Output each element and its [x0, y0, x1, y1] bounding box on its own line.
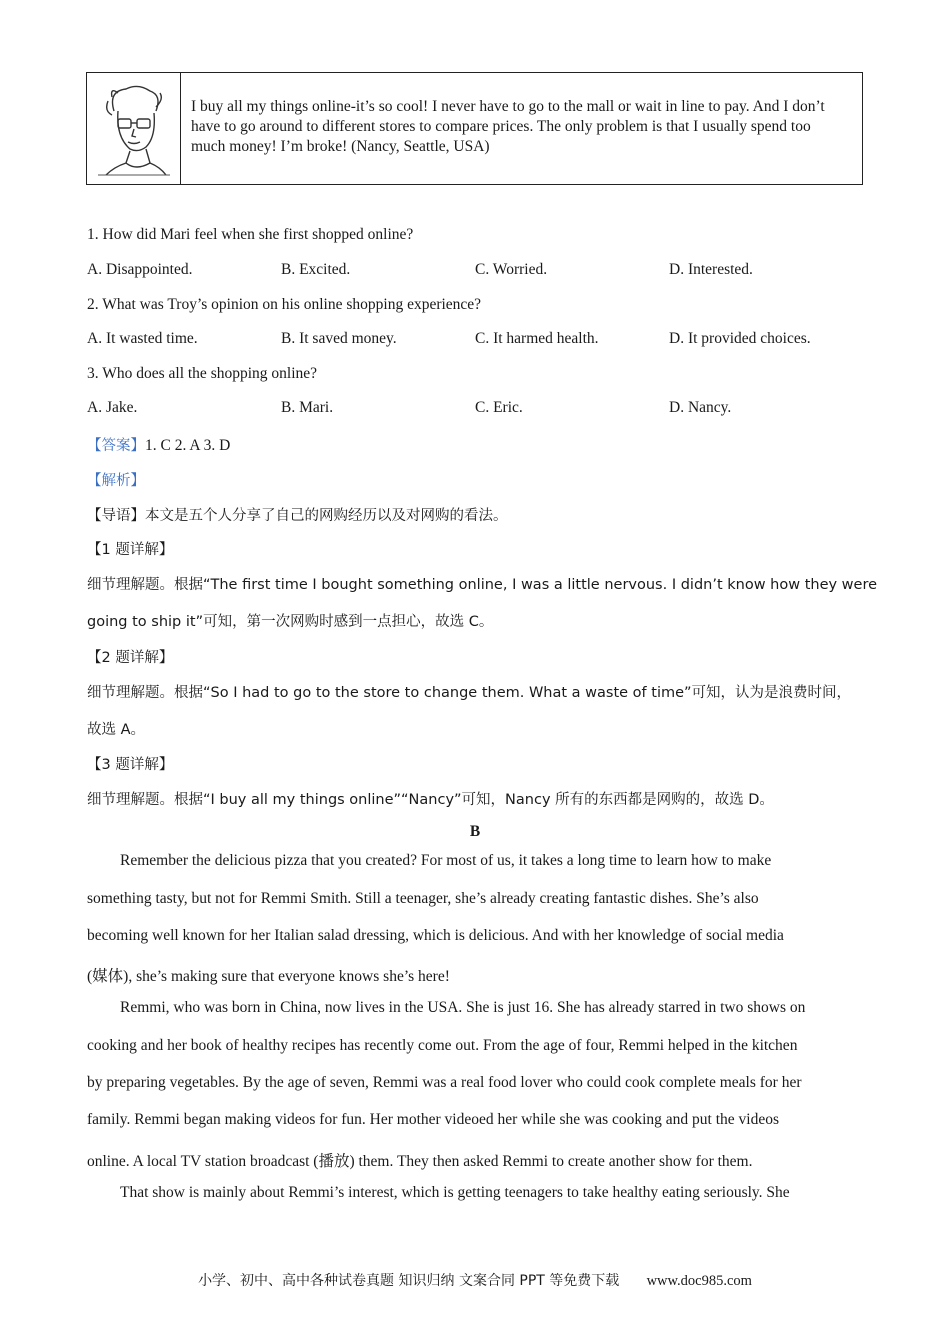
- footer-text: 小学、初中、高中各种试卷真题 知识归纳 文案合同 PPT 等免费下载: [198, 1273, 620, 1289]
- question-1: 1. How did Mari feel when she first shopped online?: [87, 226, 414, 243]
- q2-option-d: D. It provided choices.: [669, 330, 811, 347]
- q1-option-d: D. Interested.: [669, 261, 753, 278]
- q3-option-c: C. Eric.: [475, 399, 523, 416]
- passage-p2-l2: cooking and her book of healthy recipes has recently come out. From the age of four, Remmi helped in the kitchen: [87, 1037, 798, 1054]
- detail-2-line-2: 故选 A。: [87, 722, 146, 738]
- answer-label: 【答案】: [87, 438, 145, 454]
- avatar-cell: [87, 73, 181, 184]
- analysis-label: 【解析】: [87, 473, 145, 489]
- passage-p1-l1: Remember the delicious pizza that you created? For most of us, it takes a long time to learn how to make: [120, 852, 772, 869]
- section-title: B: [469, 823, 481, 840]
- q2-option-b: B. It saved money.: [281, 330, 397, 347]
- footer-url[interactable]: www.doc985.com: [646, 1273, 752, 1289]
- q3-option-d: D. Nancy.: [669, 399, 732, 416]
- detail-3-heading: 【3 题详解】: [87, 757, 174, 773]
- passage-p2-l1: Remmi, who was born in China, now lives in the USA. She is just 16. She has already starred in two shows on: [120, 999, 806, 1016]
- detail-1-line-2: going to ship it”可知，第一次网购时感到一点担心，故选 C。: [87, 614, 494, 630]
- woman-with-glasses-icon: [94, 81, 174, 177]
- passage-p2-l5: online. A local TV station broadcast (播放) them. They then asked Remmi to create another show for them.: [87, 1153, 753, 1170]
- passage-p2-l3: by preparing vegetables. By the age of seven, Remmi was a real food lover who could cook complete meals for her: [87, 1074, 802, 1091]
- passage-p1-l2: something tasty, but not for Remmi Smith. Still a teenager, she’s already creating fantastic dishes. She’s also: [87, 890, 759, 907]
- q2-option-a: A. It wasted time.: [87, 330, 198, 347]
- detail-1-heading: 【1 题详解】: [87, 542, 174, 558]
- q2-option-c: C. It harmed health.: [475, 330, 599, 347]
- q3-option-b: B. Mari.: [281, 399, 334, 416]
- question-2: 2. What was Troy’s opinion on his online shopping experience?: [87, 296, 482, 313]
- quote-table: [86, 72, 863, 185]
- detail-2-heading: 【2 题详解】: [87, 650, 174, 666]
- detail-2-line-1: 细节理解题。根据“So I had to go to the store to change them. What a waste of time”可知，认为是浪费时间，: [87, 685, 852, 701]
- passage-p1-l3: becoming well known for her Italian salad dressing, which is delicious. And with her knowledge of social media: [87, 927, 784, 944]
- q1-option-c: C. Worried.: [475, 261, 548, 278]
- answer-value: 1. C 2. A 3. D: [145, 437, 231, 454]
- passage-p3-l1: That show is mainly about Remmi’s interest, which is getting teenagers to take healthy eating seriously. She: [120, 1184, 790, 1201]
- passage-p2-l4: family. Remmi began making videos for fun. Her mother videoed her while she was cooking and put the videos: [87, 1111, 780, 1128]
- q3-option-a: A. Jake.: [87, 399, 138, 416]
- detail-1-line-1: 细节理解题。根据“The first time I bought something online, I was a little nervous. I didn’t know how they were: [87, 577, 878, 593]
- page-footer: [0, 1270, 950, 1290]
- q1-option-b: B. Excited.: [281, 261, 351, 278]
- detail-3-line-1: 细节理解题。根据“I buy all my things online”“Nancy”可知，Nancy 所有的东西都是网购的，故选 D。: [87, 792, 774, 808]
- passage-p1-l4: (媒体), she’s making sure that everyone knows she’s here!: [87, 968, 450, 985]
- answer-line: [87, 434, 230, 455]
- intro-text: 【导语】本文是五个人分享了自己的网购经历以及对网购的看法。: [87, 508, 508, 524]
- q1-option-a: A. Disappointed.: [87, 261, 193, 278]
- quote-text: I buy all my things online-it’s so cool! I never have to go to the mall or wait in line to pay. And I don’t have to go around to different stores to compare prices. The only problem is that I usually spend too much money! I’m broke! (Nancy, Seattle, USA): [191, 98, 825, 155]
- question-3: 3. Who does all the shopping online?: [87, 365, 318, 382]
